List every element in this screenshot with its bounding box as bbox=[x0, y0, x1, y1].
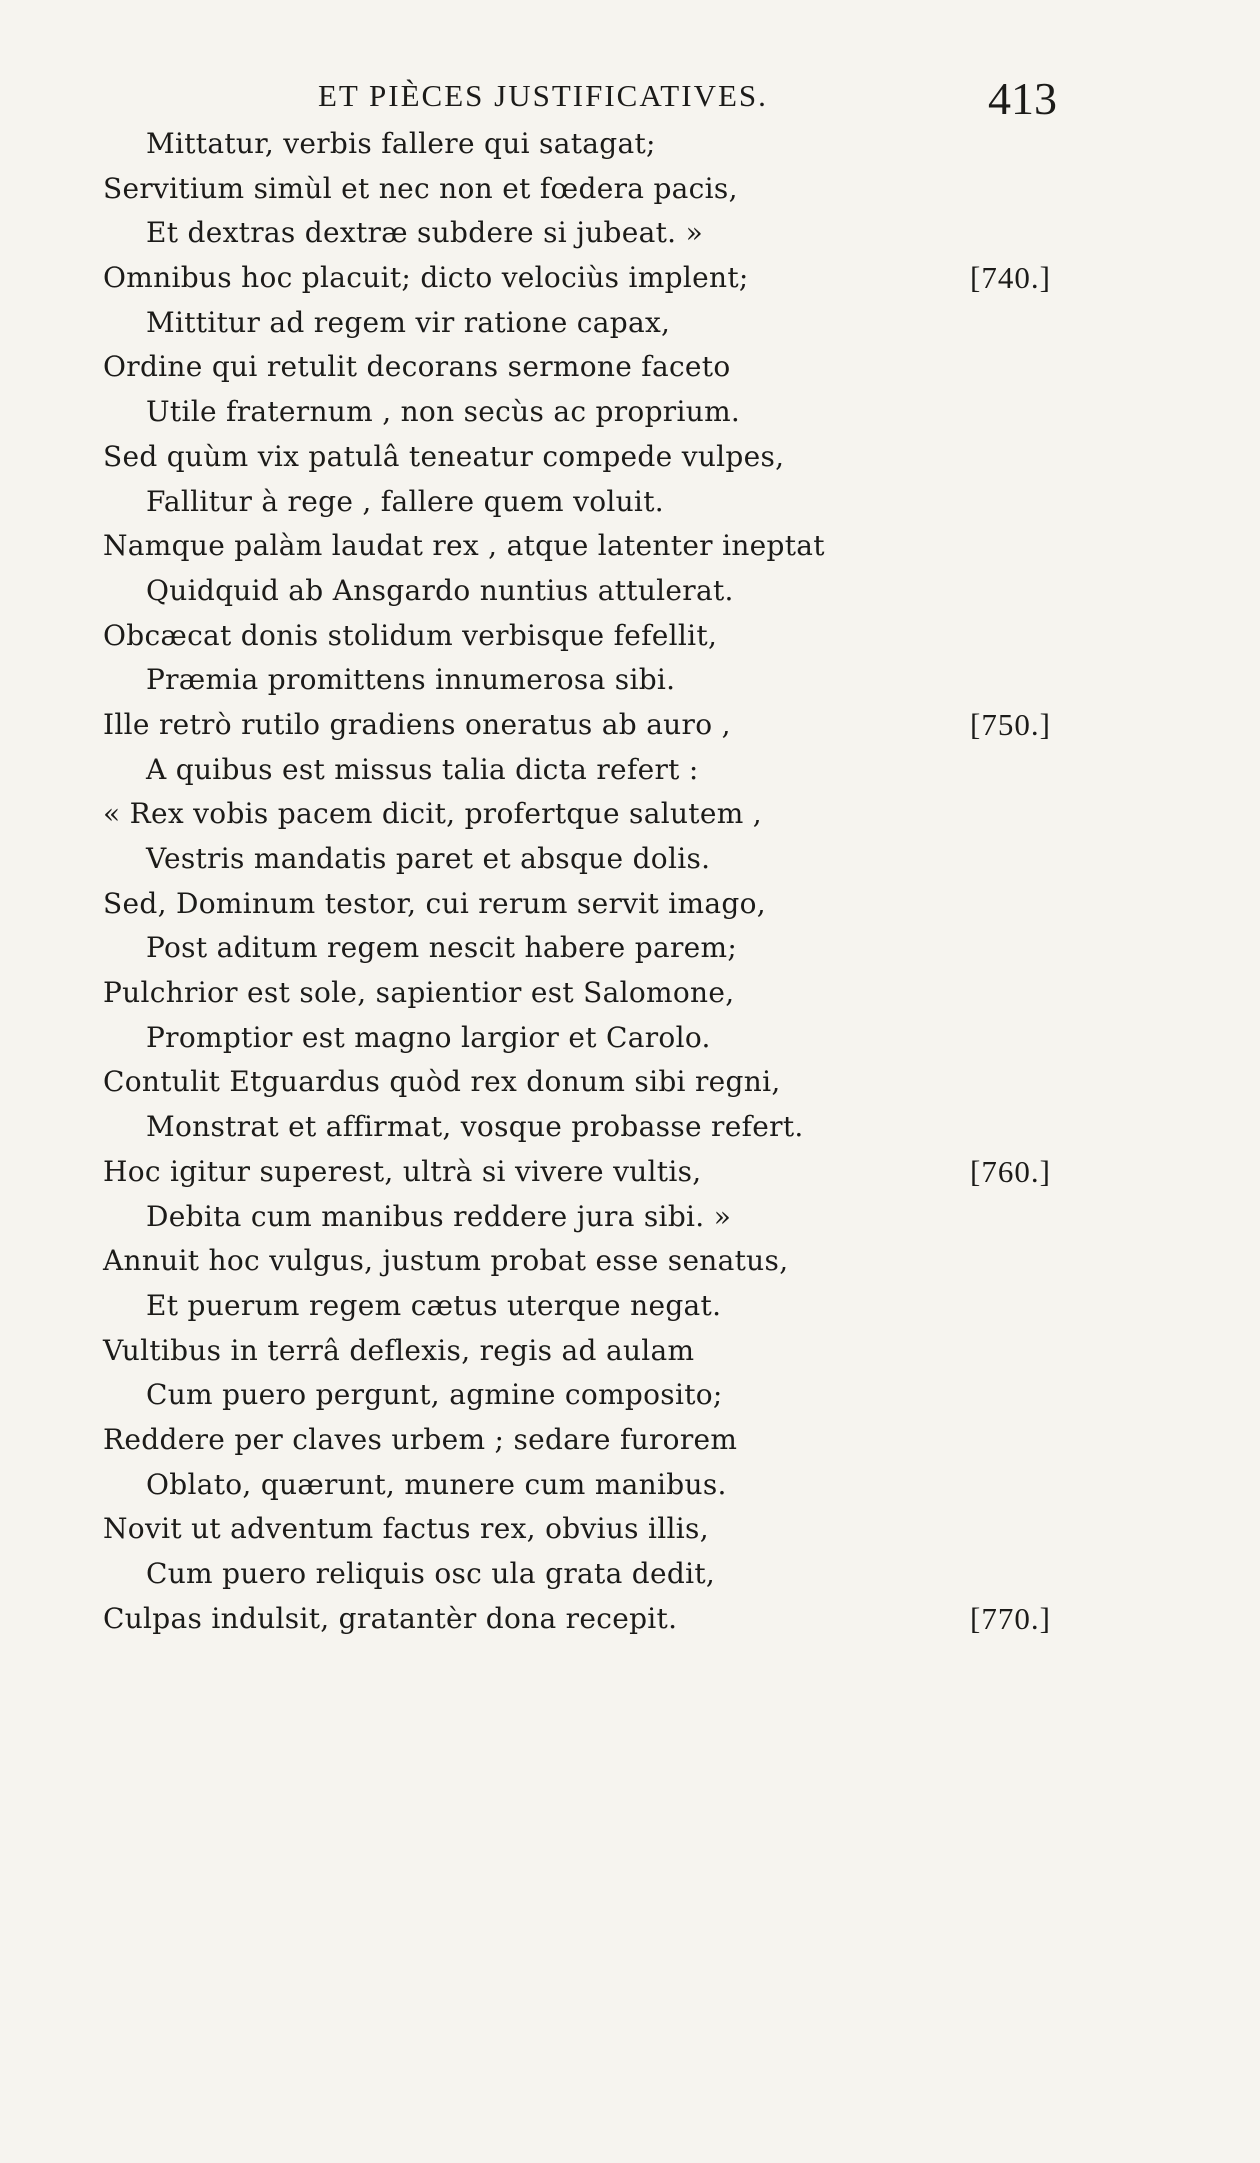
verse-line bbox=[0, 792, 1260, 837]
verse-line bbox=[0, 345, 1260, 390]
verse-text: Oblato, quærunt, munere cum manibus. bbox=[146, 1467, 727, 1501]
verse-line bbox=[0, 1373, 1260, 1418]
verse-text: Contulit Etguardus quòd rex donum sibi regni, bbox=[103, 1065, 781, 1099]
verse-line bbox=[0, 167, 1260, 212]
line-number: [750.] bbox=[970, 706, 1051, 742]
verse-text: Utile fraternum , non secùs ac proprium. bbox=[146, 395, 741, 429]
verse-line bbox=[0, 1060, 1260, 1105]
running-title: ET PIÈCES JUSTIFICATIVES. bbox=[318, 78, 768, 113]
verse-text: Mittatur, verbis fallere qui satagat; bbox=[146, 127, 656, 160]
verse-line bbox=[0, 1016, 1260, 1061]
verse-line bbox=[0, 1463, 1260, 1508]
verse-text: Vultibus in terrâ deflexis, regis ad aulam bbox=[103, 1333, 695, 1367]
line-number: [740.] bbox=[970, 260, 1051, 296]
running-head bbox=[0, 72, 1260, 122]
verse-line bbox=[0, 390, 1260, 435]
verse-text: Fallitur à rege , fallere quem voluit. bbox=[146, 484, 664, 518]
page-number: 413 bbox=[988, 73, 1057, 124]
poem-body bbox=[0, 122, 1260, 1641]
verse-text: Cum puero pergunt, agmine composito; bbox=[146, 1378, 723, 1412]
verse-line bbox=[0, 926, 1260, 971]
verse-text: Sed quùm vix patulâ teneatur compede vulpes, bbox=[103, 439, 785, 473]
verse-text: Et puerum regem cætus uterque negat. bbox=[146, 1288, 722, 1322]
verse-line bbox=[0, 569, 1260, 614]
verse-line bbox=[0, 256, 1260, 301]
verse-line bbox=[0, 1150, 1260, 1195]
verse-line bbox=[0, 837, 1260, 882]
verse-line bbox=[0, 211, 1260, 256]
verse-text: Vestris mandatis paret et absque dolis. bbox=[146, 842, 711, 875]
line-number: [770.] bbox=[970, 1600, 1051, 1636]
verse-line bbox=[0, 1552, 1260, 1597]
verse-text: « Rex vobis pacem dicit, profertque salutem , bbox=[103, 797, 762, 831]
verse-line bbox=[0, 1195, 1260, 1240]
verse-text: Sed, Dominum testor, cui rerum servit imago, bbox=[103, 886, 766, 920]
verse-text: Namque palàm laudat rex , atque latenter ineptat bbox=[103, 529, 825, 563]
verse-text: Pulchrior est sole, sapientior est Salomone, bbox=[103, 976, 735, 1010]
verse-text: Omnibus hoc placuit; dicto velociùs implent; bbox=[103, 261, 749, 295]
verse-text: Et dextras dextræ subdere si jubeat. » bbox=[146, 216, 704, 250]
verse-text: Ordine qui retulit decorans sermone faceto bbox=[103, 350, 731, 384]
verse-line bbox=[0, 1105, 1260, 1150]
line-number: [760.] bbox=[970, 1153, 1051, 1189]
verse-line bbox=[0, 1284, 1260, 1329]
verse-text: A quibus est missus talia dicta refert : bbox=[146, 752, 699, 786]
verse-text: Culpas indulsit, gratantèr dona recepit. bbox=[103, 1601, 678, 1635]
verse-line bbox=[0, 1597, 1260, 1642]
verse-line bbox=[0, 1507, 1260, 1552]
verse-line bbox=[0, 480, 1260, 525]
verse-line bbox=[0, 614, 1260, 659]
verse-text: Mittitur ad regem vir ratione capax, bbox=[146, 305, 671, 339]
verse-line bbox=[0, 435, 1260, 480]
verse-text: Monstrat et affirmat, vosque probasse refert. bbox=[146, 1110, 804, 1144]
verse-text: Promptior est magno largior et Carolo. bbox=[146, 1020, 711, 1054]
verse-text: Hoc igitur superest, ultrà si vivere vultis, bbox=[103, 1154, 702, 1188]
verse-text: Præmia promittens innumerosa sibi. bbox=[146, 663, 676, 697]
verse-text: Reddere per claves urbem ; sedare furorem bbox=[103, 1422, 738, 1456]
verse-line bbox=[0, 122, 1260, 167]
verse-line bbox=[0, 1418, 1260, 1463]
verse-text: Post aditum regem nescit habere parem; bbox=[146, 931, 738, 965]
verse-line bbox=[0, 971, 1260, 1016]
verse-line bbox=[0, 1329, 1260, 1374]
verse-text: Novit ut adventum factus rex, obvius illis, bbox=[103, 1512, 709, 1546]
verse-line bbox=[0, 748, 1260, 793]
verse-text: Obcæcat donis stolidum verbisque fefellit, bbox=[103, 618, 718, 652]
verse-line bbox=[0, 524, 1260, 569]
verse-line bbox=[0, 301, 1260, 346]
verse-text: Quidquid ab Ansgardo nuntius attulerat. bbox=[146, 573, 734, 607]
verse-text: Annuit hoc vulgus, justum probat esse senatus, bbox=[103, 1244, 789, 1278]
verse-text: Cum puero reliquis osc ula grata dedit, bbox=[146, 1557, 716, 1590]
verse-text: Ille retrò rutilo gradiens oneratus ab auro , bbox=[103, 707, 731, 741]
verse-line bbox=[0, 882, 1260, 927]
verse-line bbox=[0, 1239, 1260, 1284]
verse-text: Servitium simùl et nec non et fœdera pacis, bbox=[103, 171, 738, 205]
verse-text: Debita cum manibus reddere jura sibi. » bbox=[146, 1199, 732, 1233]
verse-line bbox=[0, 703, 1260, 748]
verse-line bbox=[0, 658, 1260, 703]
